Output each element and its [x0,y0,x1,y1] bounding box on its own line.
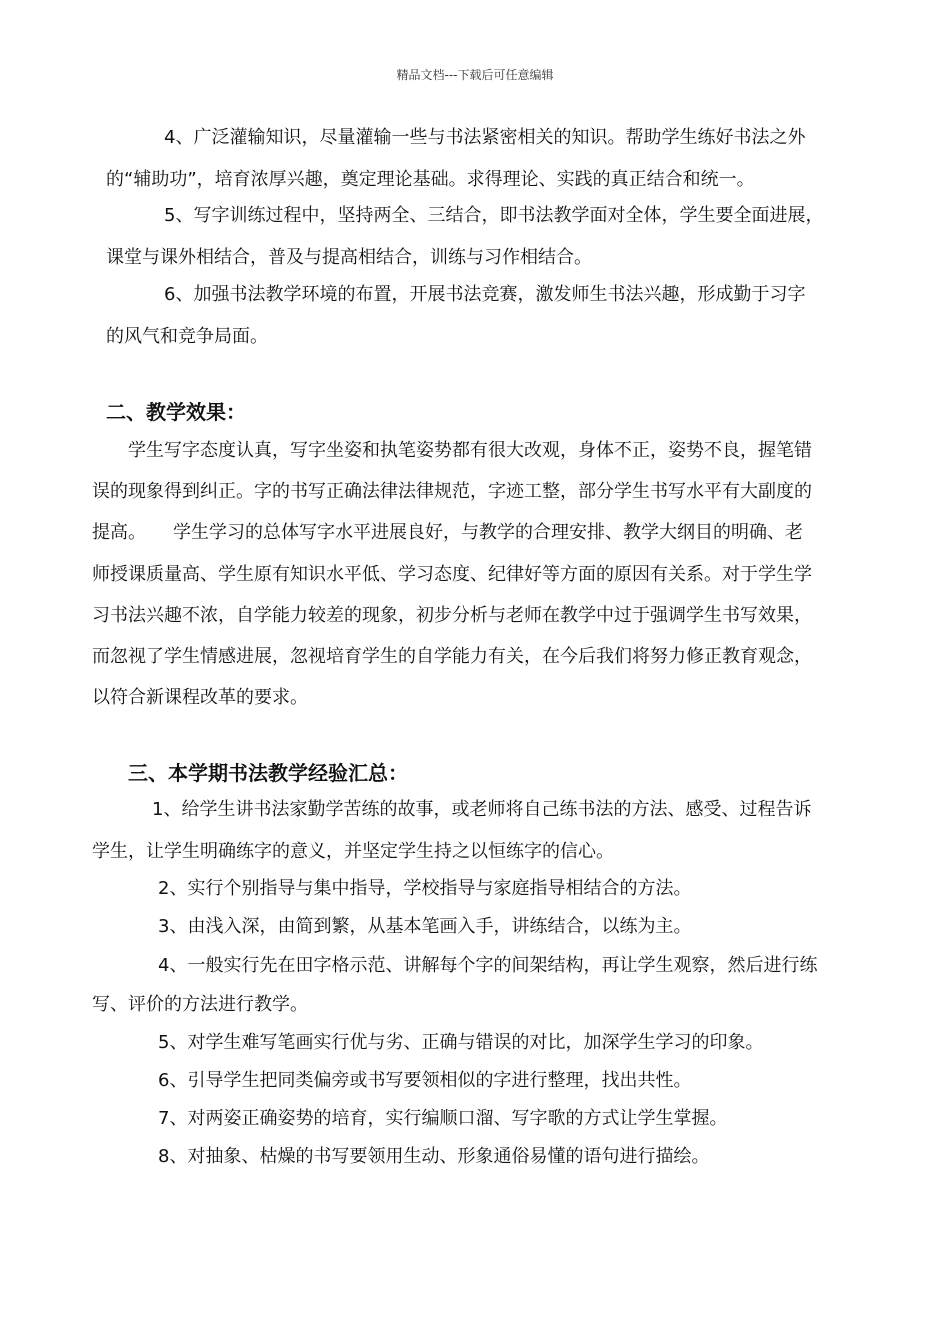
paragraph-line: 课堂与课外相结合，普及与提高相结合，训练与习作相结合。 [106,247,592,268]
section-heading: 三、本学期书法教学经验汇总： [128,761,408,785]
paragraph-line: 5、对学生难写笔画实行优与劣、正确与错误的对比，加深学生学习的印象。 [158,1032,764,1053]
paragraph-line: 6、引导学生把同类偏旁或书写要领相似的字进行整理，找出共性。 [158,1070,692,1091]
header-note: 精品文档---下载后可任意编辑 [396,68,554,82]
paragraph-line: 而忽视了学生情感进展，忽视培育学生的自学能力有关，在今后我们将努力修正教育观念， [92,646,812,667]
paragraph-line: 写、评价的方法进行教学。 [92,994,308,1015]
paragraph-line: 4、广泛灌输知识，尽量灌输一些与书法紧密相关的知识。帮助学生练好书法之外 [164,127,806,148]
section-heading: 二、教学效果： [106,400,246,424]
paragraph-line: 误的现象得到纠正。字的书写正确法律法律规范，字迹工整，部分学生书写水平有大副度的 [92,481,812,502]
paragraph-line: 的“辅助功”，培育浓厚兴趣，奠定理论基础。求得理论、实践的真正结合和统一。 [106,169,755,190]
paragraph-line: 4、一般实行先在田字格示范、讲解每个字的间架结构，再让学生观察，然后进行练 [158,955,818,976]
paragraph-line: 提高。 学生学习的总体写字水平进展良好，与教学的合理安排、教学大纲目的明确、老 [92,522,803,543]
paragraph-line: 习书法兴趣不浓，自学能力较差的现象，初步分析与老师在教学中过于强调学生书写效果， [92,605,812,626]
paragraph-line: 师授课质量高、学生原有知识水平低、学习态度、纪律好等方面的原因有关系。对于学生学 [92,564,812,585]
paragraph-line: 7、对两姿正确姿势的培育，实行编顺口溜、写字歌的方式让学生掌握。 [158,1108,728,1129]
paragraph-line: 8、对抽象、枯燥的书写要领用生动、形象通俗易懂的语句进行描绘。 [158,1146,710,1167]
paragraph-line: 6、加强书法教学环境的布置，开展书法竞赛，激发师生书法兴趣，形成勤于习字 [164,284,806,305]
paragraph-line: 2、实行个别指导与集中指导，学校指导与家庭指导相结合的方法。 [158,878,692,899]
paragraph-line: 3、由浅入深，由简到繁，从基本笔画入手，讲练结合，以练为主。 [158,916,692,937]
paragraph-line: 1、给学生讲书法家勤学苦练的故事，或老师将自己练书法的方法、感受、过程告诉 [152,799,812,820]
paragraph-line: 的风气和竞争局面。 [106,326,268,347]
paragraph-line: 以符合新课程改革的要求。 [92,687,308,708]
paragraph-line: 5、写字训练过程中，坚持两全、三结合，即书法教学面对全体，学生要全面进展， [164,205,824,226]
paragraph-line: 学生写字态度认真，写字坐姿和执笔姿势都有很大改观，身体不正，姿势不良，握笔错 [128,440,812,461]
paragraph-line: 学生，让学生明确练字的意义，并坚定学生持之以恒练字的信心。 [92,841,614,862]
